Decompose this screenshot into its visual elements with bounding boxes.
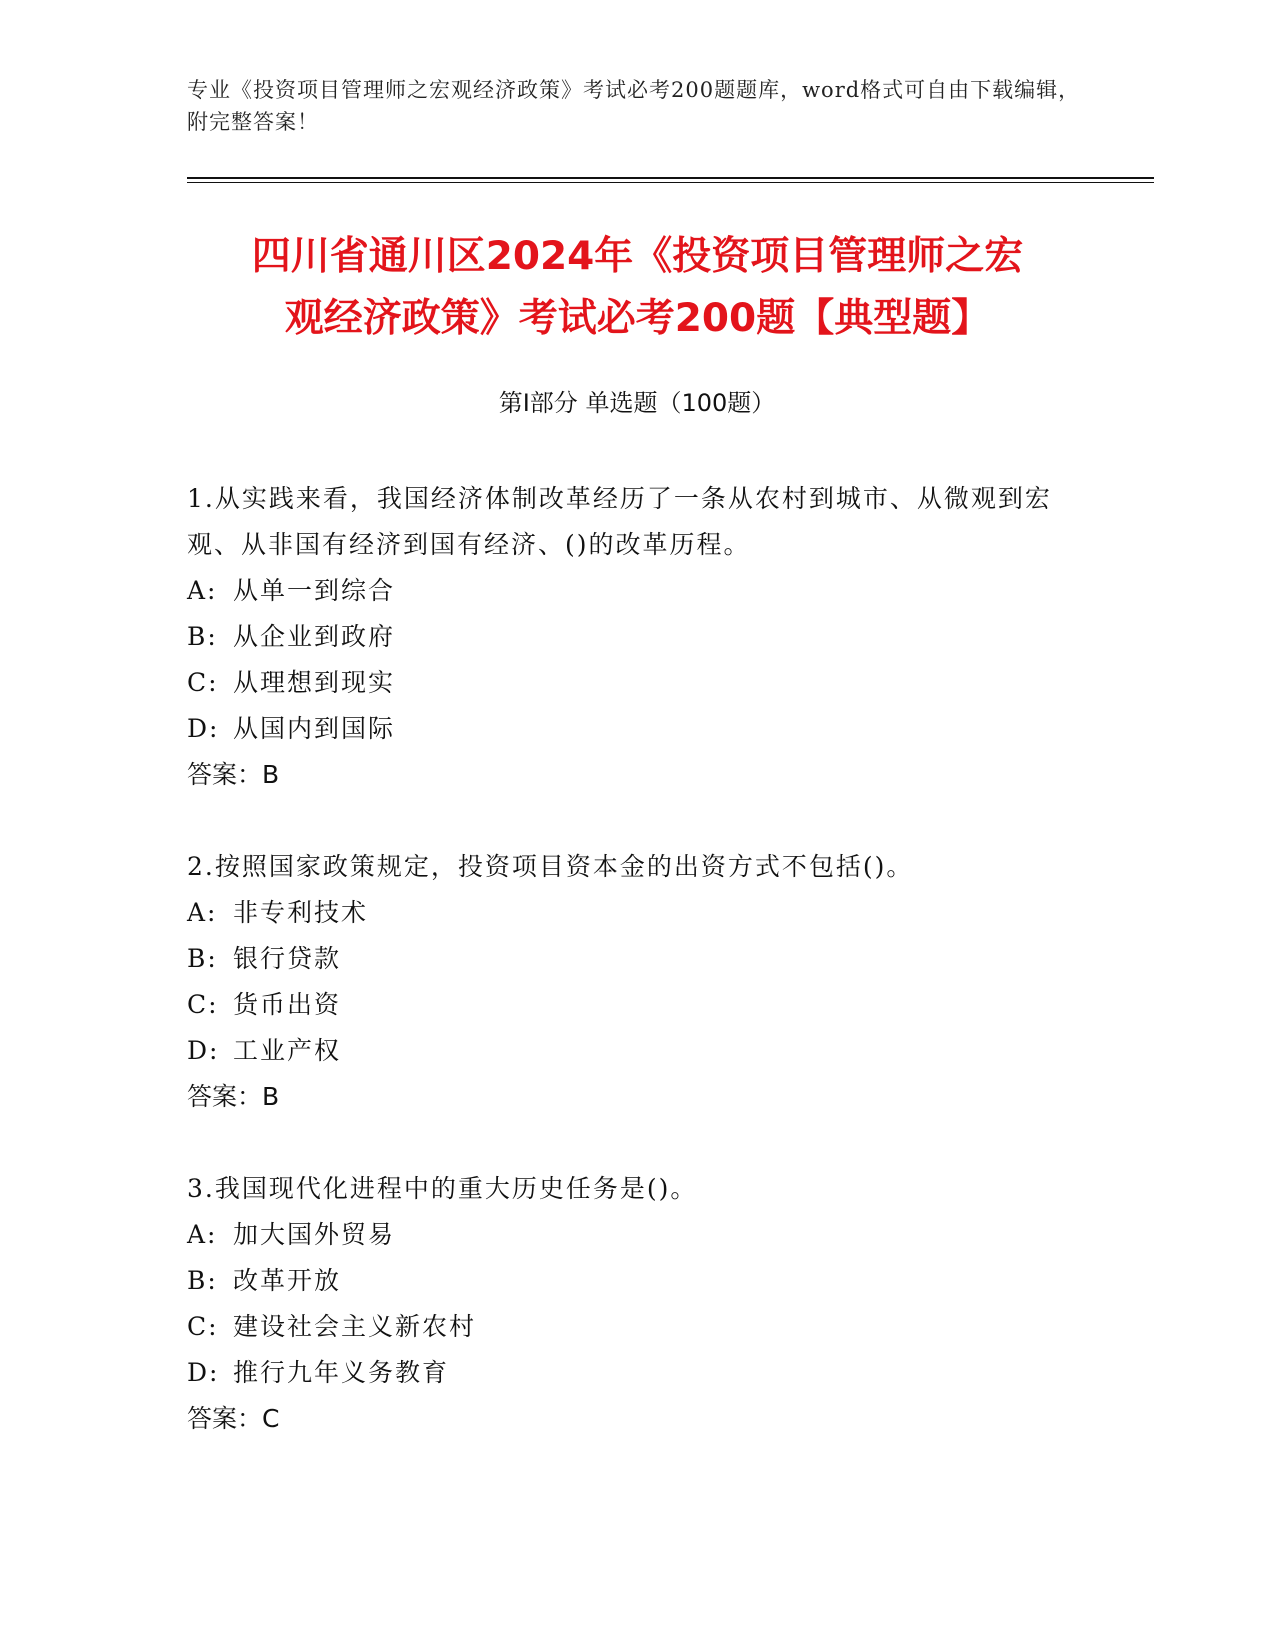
option-text: 加大国外贸易 xyxy=(233,1220,396,1249)
question-list xyxy=(187,476,1067,1488)
option-a xyxy=(187,890,1067,936)
option-b xyxy=(187,936,1067,982)
header-rule-thin xyxy=(187,182,1154,183)
header-note: 专业《投资项目管理师之宏观经济政策》考试必考200题题库，word格式可自由下载编辑，附完整答案！ xyxy=(187,78,1081,134)
option-text: 货币出资 xyxy=(233,990,342,1019)
document-title-line-1: 四川省通川区2024年《投资项目管理师之宏 xyxy=(251,234,1024,279)
header-rule-thick xyxy=(187,177,1154,179)
option-a xyxy=(187,568,1067,614)
option-letter: C: xyxy=(187,668,219,697)
option-letter: A: xyxy=(187,1220,218,1249)
option-text: 工业产权 xyxy=(233,1036,342,1065)
document-title-line-2: 观经济政策》考试必考200题【典型题】 xyxy=(284,296,991,341)
section-heading: 第I部分 单选题（100题） xyxy=(498,389,776,417)
question-1 xyxy=(187,476,1067,798)
answer-line: 答案：B xyxy=(187,1082,280,1111)
answer-line: 答案：C xyxy=(187,1404,280,1433)
option-letter: D: xyxy=(187,714,220,743)
option-c xyxy=(187,982,1067,1028)
option-text: 银行贷款 xyxy=(233,944,342,973)
answer-line: 答案：B xyxy=(187,760,280,789)
option-letter: C: xyxy=(187,990,219,1019)
question-stem: 2.按照国家政策规定，投资项目资本金的出资方式不包括()。 xyxy=(187,852,914,881)
question-stem: 1.从实践来看，我国经济体制改革经历了一条从农村到城市、从微观到宏观、从非国有经济到国有经济、()的改革历程。 xyxy=(187,484,1052,559)
option-letter: D: xyxy=(187,1036,220,1065)
option-d xyxy=(187,706,1067,752)
document-title xyxy=(150,226,1125,350)
option-text: 推行九年义务教育 xyxy=(233,1358,450,1387)
option-b xyxy=(187,1258,1067,1304)
option-text: 非专利技术 xyxy=(233,898,369,927)
option-text: 从国内到国际 xyxy=(233,714,396,743)
question-stem: 3.我国现代化进程中的重大历史任务是()。 xyxy=(187,1174,698,1203)
option-text: 从企业到政府 xyxy=(233,622,396,651)
option-letter: B: xyxy=(187,944,218,973)
option-letter: A: xyxy=(187,576,218,605)
option-letter: A: xyxy=(187,898,218,927)
option-a xyxy=(187,1212,1067,1258)
question-3 xyxy=(187,1166,1067,1442)
option-b xyxy=(187,614,1067,660)
option-d xyxy=(187,1028,1067,1074)
option-text: 改革开放 xyxy=(233,1266,342,1295)
option-text: 建设社会主义新农村 xyxy=(233,1312,477,1341)
option-letter: C: xyxy=(187,1312,219,1341)
question-2 xyxy=(187,844,1067,1120)
option-text: 从单一到综合 xyxy=(233,576,396,605)
option-letter: B: xyxy=(187,1266,218,1295)
option-d xyxy=(187,1350,1067,1396)
option-letter: B: xyxy=(187,622,218,651)
option-letter: D: xyxy=(187,1358,220,1387)
option-c xyxy=(187,1304,1067,1350)
option-c xyxy=(187,660,1067,706)
option-text: 从理想到现实 xyxy=(233,668,396,697)
